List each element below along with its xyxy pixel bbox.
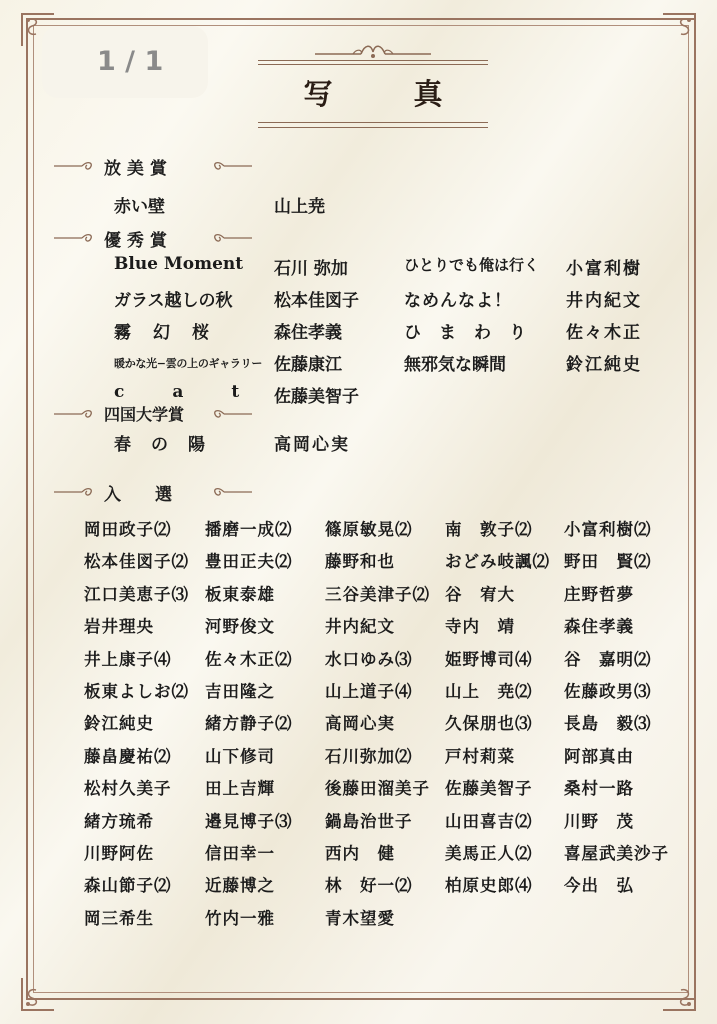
nyusen-name: 佐藤美智子 xyxy=(445,779,533,799)
houbi-entry xyxy=(114,192,674,216)
nyusen-name: 播磨一成⑵ xyxy=(205,520,293,539)
section-shikoku-label: 四国大学賞 xyxy=(104,405,185,424)
nyusen-name: 長島 毅⑶ xyxy=(564,714,652,734)
nyusen-name: 田上吉輝 xyxy=(205,779,275,799)
section-houbi-label: 放 美 賞 xyxy=(104,159,167,179)
nyusen-name: 松本佳図子⑵ xyxy=(84,552,189,572)
entry-title: cat xyxy=(114,382,288,402)
entry-title: 霧幻桜 xyxy=(114,323,231,343)
entry-author-2: 佐々木正 xyxy=(566,323,642,343)
nyusen-name: 川野 茂 xyxy=(564,811,634,831)
nyusen-name: 山田喜吉⑵ xyxy=(445,811,533,831)
entry-title: 赤い壁 xyxy=(114,197,165,217)
nyusen-name: 藤畠慶祐⑵ xyxy=(84,746,172,766)
section-houbi xyxy=(52,154,262,179)
nyusen-name: 桑村一路 xyxy=(564,779,634,799)
nyusen-name: 信田幸一 xyxy=(205,844,275,863)
title-block xyxy=(258,40,488,132)
nyusen-name: 吉田隆之 xyxy=(205,682,275,701)
nyusen-name: 松村久美子 xyxy=(84,779,172,799)
yuushu-entry xyxy=(114,318,674,342)
nyusen-name: 竹内一雅 xyxy=(205,908,275,928)
nyusen-name: 岩井理央 xyxy=(84,617,154,637)
entry-author-2: 井内紀文 xyxy=(566,291,642,311)
title-rule-bottom-2 xyxy=(258,127,488,128)
title-rule-bottom xyxy=(258,122,488,123)
nyusen-name: 山上道子⑷ xyxy=(325,682,413,701)
nyusen-name: 藤野和也 xyxy=(325,552,395,572)
nyusen-name: 豊田正夫⑵ xyxy=(205,552,293,572)
nyusen-name: 青木望愛 xyxy=(325,908,395,928)
entry-author: 佐藤康江 xyxy=(274,355,342,375)
nyusen-name: 姫野博司⑷ xyxy=(445,649,533,669)
nyusen-name: 森山節子⑵ xyxy=(84,876,172,896)
nyusen-name: 岡田政子⑵ xyxy=(84,520,172,539)
entry-author-2: 小富利樹 xyxy=(566,259,642,279)
nyusen-name: 林 好一⑵ xyxy=(325,876,413,896)
nyusen-name: 江口美恵子⑶ xyxy=(84,584,189,604)
nyusen-name: 水口ゆみ⑶ xyxy=(325,649,413,669)
swirl-ornament-icon xyxy=(52,230,96,244)
nyusen-name: 高岡心実 xyxy=(325,714,395,734)
page-indicator xyxy=(42,26,208,98)
corner-flourish-icon xyxy=(659,974,699,1014)
entry-author: 森住孝義 xyxy=(274,323,342,343)
nyusen-name: 井内紀文 xyxy=(325,617,395,637)
nyusen-name: 川野阿佐 xyxy=(84,844,154,863)
nyusen-name: 邉見博子⑶ xyxy=(205,811,293,831)
nyusen-name: 久保朋也⑶ xyxy=(445,714,533,734)
nyusen-name: 河野俊文 xyxy=(205,617,275,637)
nyusen-name: 美馬正人⑵ xyxy=(445,844,533,863)
nyusen-name: 佐々木正⑵ xyxy=(205,649,293,669)
entry-title: ガラス越しの秋 xyxy=(114,291,233,311)
nyusen-name: 山下修司 xyxy=(205,746,275,766)
entry-author: 山上尭 xyxy=(274,197,325,217)
corner-flourish-icon xyxy=(659,10,699,50)
nyusen-name: 戸村莉菜 xyxy=(445,746,515,766)
nyusen-name: 谷 嘉明⑵ xyxy=(564,649,652,669)
nyusen-name: 篠原敏晃⑵ xyxy=(325,520,413,539)
nyusen-name: 山上 尭⑵ xyxy=(445,682,533,701)
entry-title: Blue Moment xyxy=(114,254,244,274)
page-title: 写 真 xyxy=(303,77,469,111)
nyusen-name: 鈴江純史 xyxy=(84,714,154,734)
swirl-ornament-icon xyxy=(52,484,96,498)
title-rule-top xyxy=(258,60,488,61)
nyusen-name: 緒方琉希 xyxy=(84,811,154,831)
nyusen-name: 後藤田溜美子 xyxy=(325,779,430,799)
entry-title: 暖かな光−雲の上のギャラリー xyxy=(114,357,263,370)
entry-title-2: ひとりでも俺は行く xyxy=(404,256,540,274)
nyusen-name: 野田 賢⑵ xyxy=(564,552,652,572)
entry-author: 石川 弥加 xyxy=(274,259,348,279)
shikoku-entry xyxy=(114,430,674,454)
nyusen-name: 近藤博之 xyxy=(205,876,275,896)
nyusen-name: おどみ岐諷⑵ xyxy=(445,552,550,572)
entry-author: 松本佳図子 xyxy=(274,291,359,311)
nyusen-name: 柏原史郎⑷ xyxy=(445,876,533,896)
entry-author: 佐藤美智子 xyxy=(274,387,359,407)
nyusen-name: 森住孝義 xyxy=(564,617,634,637)
section-yuushu-label: 優 秀 賞 xyxy=(104,231,167,251)
nyusen-name: 小富利樹⑵ xyxy=(564,520,652,539)
section-shikoku xyxy=(52,402,282,424)
entry-author-2: 鈴江純史 xyxy=(566,355,642,375)
nyusen-name: 谷 宥大 xyxy=(445,584,515,604)
page-indicator-text: 1 / 1 xyxy=(97,46,164,77)
nyusen-name: 板東泰雄 xyxy=(205,584,275,604)
nyusen-name: 石川弥加⑵ xyxy=(325,746,413,766)
yuushu-entry xyxy=(114,254,674,278)
nyusen-name: 寺内 靖 xyxy=(445,617,515,637)
title-rule-top-2 xyxy=(258,64,488,65)
swirl-ornament-icon xyxy=(52,406,96,420)
section-nyusen-label: 入 選 xyxy=(104,485,172,505)
nyusen-name: 喜屋武美沙子 xyxy=(564,844,669,863)
nyusen-name: 緒方静子⑵ xyxy=(205,714,293,734)
swirl-ornament-icon xyxy=(210,230,254,244)
nyusen-name: 今出 弘 xyxy=(564,876,634,896)
nyusen-name: 西内 健 xyxy=(325,844,395,863)
yuushu-entry xyxy=(114,350,674,374)
nyusen-name: 板東よしお⑵ xyxy=(84,682,189,701)
section-yuushu xyxy=(52,226,262,251)
nyusen-name: 佐藤政男⑶ xyxy=(564,682,652,701)
entry-title: 春の陽 xyxy=(114,435,225,455)
nyusen-name: 阿部真由 xyxy=(564,746,634,766)
swirl-ornament-icon xyxy=(210,406,254,420)
swirl-ornament-icon xyxy=(210,158,254,172)
nyusen-name: 井上康子⑷ xyxy=(84,649,172,669)
corner-flourish-icon xyxy=(18,974,58,1014)
yuushu-entry xyxy=(114,286,674,310)
entry-title-2: なめんなよ！ xyxy=(404,291,512,311)
entry-title-2: 無邪気な瞬間 xyxy=(404,355,506,375)
swirl-ornament-icon xyxy=(52,158,96,172)
nyusen-name: 庄野哲夢 xyxy=(564,584,634,604)
nyusen-name: 鍋島治世子 xyxy=(325,811,413,831)
nyusen-name: 岡三希生 xyxy=(84,908,154,928)
nyusen-name: 南 敦子⑵ xyxy=(445,520,533,539)
section-nyusen xyxy=(52,480,262,505)
swirl-ornament-icon xyxy=(210,484,254,498)
entry-title-2: ひまわり xyxy=(404,323,544,343)
entry-author: 高岡心実 xyxy=(274,435,350,455)
nyusen-name: 三谷美津子⑵ xyxy=(325,584,430,604)
